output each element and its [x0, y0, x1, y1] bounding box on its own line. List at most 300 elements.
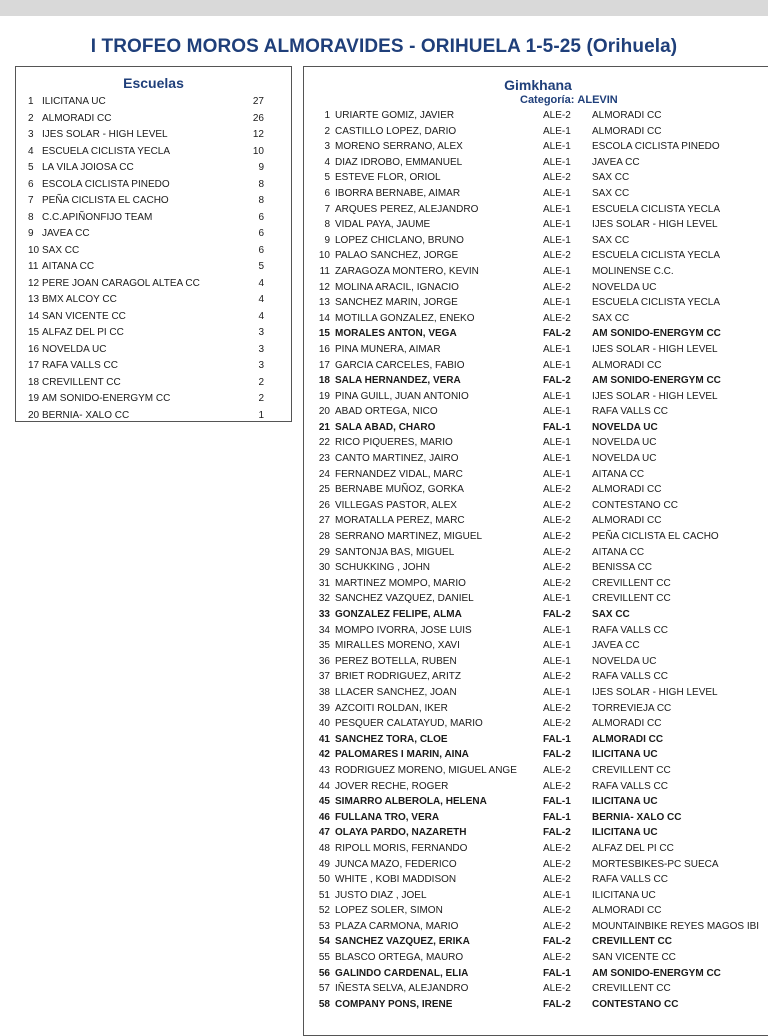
rider-club: IJES SOLAR - HIGH LEVEL — [592, 686, 718, 698]
result-position: 9 — [324, 234, 330, 246]
rider-category: ALE-1 — [543, 468, 571, 480]
result-row — [304, 591, 768, 607]
result-row — [304, 638, 768, 654]
rider-club: SAX CC — [592, 187, 630, 199]
result-row — [304, 716, 768, 732]
rider-club: CREVILLENT CC — [592, 764, 671, 776]
rider-category: ALE-1 — [543, 359, 571, 371]
rider-club: NOVELDA UC — [592, 655, 657, 667]
school-points: 8 — [258, 195, 264, 206]
rider-name: PALOMARES I MARIN, AINA — [335, 749, 469, 761]
school-name: IJES SOLAR - HIGH LEVEL — [42, 129, 168, 140]
result-position: 16 — [318, 343, 330, 355]
result-position: 44 — [318, 780, 330, 792]
rider-club: RAFA VALLS CC — [592, 780, 668, 792]
result-row — [304, 420, 768, 436]
school-row — [16, 325, 291, 342]
rider-name: MOTILLA GONZALEZ, ENEKO — [335, 312, 475, 324]
rider-category: FAL-1 — [543, 421, 571, 433]
school-points: 10 — [252, 145, 264, 157]
rider-club: ALMORADI CC — [592, 718, 662, 730]
rider-category: ALE-1 — [543, 125, 571, 137]
rider-name: MOMPO IVORRA, JOSE LUIS — [335, 624, 472, 636]
result-position: 53 — [318, 920, 330, 932]
rider-club: RAFA VALLS CC — [592, 624, 668, 636]
result-row — [304, 139, 768, 155]
result-position: 32 — [318, 593, 330, 605]
rider-category: ALE-1 — [543, 406, 571, 418]
rider-club: SAN VICENTE CC — [592, 952, 676, 964]
school-row — [16, 144, 291, 161]
school-name: ESCUELA CICLISTA YECLA — [42, 145, 171, 157]
school-position: 7 — [28, 195, 34, 206]
school-points: 6 — [258, 244, 264, 256]
rider-name: LLACER SANCHEZ, JOAN — [335, 686, 457, 698]
rider-name: SALA ABAD, CHARO — [335, 421, 436, 433]
result-position: 41 — [318, 733, 330, 745]
rider-name: OLAYA PARDO, NAZARETH — [335, 827, 467, 839]
rider-name: GARCIA CARCELES, FABIO — [335, 359, 465, 371]
rider-club: SAX CC — [592, 172, 630, 184]
rider-club: SAX CC — [592, 234, 630, 246]
rider-name: ABAD ORTEGA, NICO — [335, 406, 438, 418]
rider-category: ALE-1 — [543, 655, 571, 667]
school-position: 3 — [28, 129, 34, 140]
rider-category: ALE-1 — [543, 265, 571, 277]
rider-club: SAX CC — [592, 609, 630, 620]
result-position: 14 — [318, 312, 330, 324]
category-label: Categoría: — [520, 94, 575, 106]
school-points: 27 — [252, 96, 264, 107]
rider-name: PEREZ BOTELLA, RUBEN — [335, 655, 457, 667]
rider-category: ALE-1 — [543, 297, 571, 309]
result-position: 11 — [319, 265, 330, 277]
result-row — [304, 233, 768, 249]
rider-name: WHITE , KOBI MADDISON — [335, 874, 457, 886]
category-line — [520, 94, 768, 106]
gimkhana-panel — [303, 66, 768, 1036]
school-points: 1 — [258, 409, 264, 421]
result-row — [304, 732, 768, 748]
result-position: 54 — [318, 936, 330, 948]
rider-name: AZCOITI ROLDAN, IKER — [335, 702, 448, 714]
result-row — [304, 124, 768, 140]
rider-category: FAL-1 — [543, 967, 571, 979]
school-name: LA VILA JOIOSA CC — [42, 162, 134, 173]
result-row — [304, 576, 768, 592]
rider-category: ALE-2 — [543, 312, 571, 324]
result-position: 45 — [318, 796, 330, 808]
rider-name: CANTO MARTINEZ, JAIRO — [335, 453, 459, 465]
result-row — [304, 529, 768, 545]
rider-club: ALMORADI CC — [592, 733, 664, 745]
school-points: 5 — [258, 261, 264, 272]
result-position: 30 — [318, 562, 330, 574]
rider-club: ESCUELA CICLISTA YECLA — [592, 250, 721, 262]
rider-name: SANCHEZ VAZQUEZ, ERIKA — [335, 936, 470, 948]
rider-club: ILICITANA UC — [592, 889, 656, 901]
school-name: NOVELDA UC — [42, 343, 107, 355]
rider-club: MOLINENSE C.C. — [592, 265, 674, 277]
result-position: 49 — [318, 858, 330, 870]
result-position: 3 — [324, 141, 330, 153]
rider-category: ALE-2 — [543, 764, 571, 776]
rider-category: FAL-2 — [543, 328, 571, 340]
rider-name: JUNCA MAZO, FEDERICO — [335, 858, 457, 870]
rider-club: ALMORADI CC — [592, 905, 662, 917]
school-position: 5 — [28, 162, 34, 173]
rider-club: ESCUELA CICLISTA YECLA — [592, 203, 721, 215]
rider-category: ALE-2 — [543, 983, 571, 995]
rider-club: PEÑA CICLISTA EL CACHO — [592, 531, 719, 543]
result-row — [304, 217, 768, 233]
result-row — [304, 701, 768, 717]
rider-club: MORTESBIKES-PC SUECA — [592, 858, 719, 870]
rider-name: IÑESTA SELVA, ALEJANDRO — [335, 983, 469, 995]
school-row — [16, 193, 291, 210]
school-points: 6 — [258, 211, 264, 223]
rider-name: PALAO SANCHEZ, JORGE — [335, 250, 459, 262]
result-position: 35 — [318, 640, 330, 652]
result-row — [304, 857, 768, 873]
result-position: 10 — [318, 250, 330, 262]
rider-club: CREVILLENT CC — [592, 983, 671, 995]
rider-club: AM SONIDO-ENERGYM CC — [592, 328, 721, 340]
rider-club: IJES SOLAR - HIGH LEVEL — [592, 343, 718, 355]
result-row — [304, 560, 768, 576]
schools-panel — [15, 66, 292, 422]
result-position: 39 — [318, 702, 330, 714]
rider-club: BERNIA- XALO CC — [592, 811, 682, 823]
result-row — [304, 623, 768, 639]
rider-club: NOVELDA UC — [592, 281, 657, 293]
result-position: 38 — [318, 686, 330, 698]
rider-name: SANCHEZ MARIN, JORGE — [335, 297, 458, 309]
result-row — [304, 186, 768, 202]
result-position: 1 — [324, 110, 330, 121]
result-position: 6 — [324, 187, 330, 199]
results-list — [304, 108, 768, 1012]
schools-heading: Escuelas — [123, 75, 184, 91]
rider-category: ALE-2 — [543, 905, 571, 917]
rider-name: PINA MUNERA, AIMAR — [335, 343, 441, 355]
rider-category: ALE-2 — [543, 952, 571, 964]
rider-name: BRIET RODRIGUEZ, ARITZ — [335, 671, 461, 683]
rider-name: RIPOLL MORIS, FERNANDO — [335, 842, 468, 854]
rider-category: ALE-2 — [543, 577, 571, 589]
school-points: 4 — [258, 277, 264, 289]
result-position: 23 — [318, 453, 330, 465]
rider-club: TORREVIEJA CC — [592, 702, 672, 714]
school-position: 16 — [28, 343, 40, 355]
rider-name: RICO PIQUERES, MARIO — [335, 437, 453, 449]
rider-name: MARTINEZ MOMPO, MARIO — [335, 577, 466, 589]
result-row — [304, 311, 768, 327]
school-name: PEÑA CICLISTA EL CACHO — [42, 195, 169, 206]
result-row — [304, 358, 768, 374]
school-name: BMX ALCOY CC — [42, 294, 117, 305]
rider-club: IJES SOLAR - HIGH LEVEL — [592, 390, 718, 402]
result-position: 12 — [318, 281, 330, 293]
result-row — [304, 264, 768, 280]
result-row — [304, 825, 768, 841]
result-row — [304, 669, 768, 685]
result-position: 29 — [318, 546, 330, 558]
result-row — [304, 435, 768, 451]
school-row — [16, 276, 291, 293]
rider-club: NOVELDA UC — [592, 421, 658, 433]
school-name: ALMORADI CC — [42, 112, 112, 124]
result-position: 20 — [318, 406, 330, 418]
page-title: I TROFEO MOROS ALMORAVIDES - ORIHUELA 1-5-25 (Orihuela) — [90, 36, 678, 57]
rider-category: ALE-1 — [543, 437, 571, 449]
result-position: 18 — [318, 375, 330, 387]
rider-name: PESQUER CALATAYUD, MARIO — [335, 718, 483, 730]
result-position: 56 — [318, 967, 330, 979]
schools-list — [16, 94, 291, 424]
result-position: 46 — [318, 811, 330, 823]
result-position: 58 — [318, 998, 330, 1010]
school-row — [16, 127, 291, 144]
result-row — [304, 888, 768, 904]
rider-club: ESCUELA CICLISTA YECLA — [592, 297, 721, 309]
rider-name: DIAZ IDROBO, EMMANUEL — [335, 156, 463, 168]
rider-category: ALE-2 — [543, 546, 571, 558]
school-name: SAN VICENTE CC — [42, 310, 126, 322]
rider-category: ALE-2 — [543, 281, 571, 293]
rider-club: ALMORADI CC — [592, 359, 662, 371]
result-row — [304, 981, 768, 997]
rider-name: SIMARRO ALBEROLA, HELENA — [335, 796, 487, 808]
school-name: AITANA CC — [42, 261, 95, 272]
result-position: 36 — [318, 655, 330, 667]
school-row — [16, 292, 291, 309]
result-position: 34 — [318, 624, 330, 636]
result-position: 37 — [318, 671, 330, 683]
rider-club: CREVILLENT CC — [592, 936, 672, 948]
school-position: 19 — [28, 393, 40, 404]
result-row — [304, 810, 768, 826]
rider-name: VIDAL PAYA, JAUME — [335, 219, 431, 231]
school-name: RAFA VALLS CC — [42, 360, 118, 371]
category-value: ALEVIN — [577, 94, 618, 106]
rider-club: AM SONIDO-ENERGYM CC — [592, 967, 721, 979]
rider-club: CONTESTANO CC — [592, 499, 678, 511]
result-row — [304, 498, 768, 514]
school-row — [16, 375, 291, 392]
school-row — [16, 259, 291, 276]
rider-name: SCHUKKING , JOHN — [335, 562, 431, 574]
rider-club: ILICITANA UC — [592, 749, 658, 761]
result-position: 47 — [318, 827, 330, 839]
rider-category: ALE-1 — [543, 686, 571, 698]
rider-club: NOVELDA UC — [592, 437, 657, 449]
result-position: 7 — [324, 203, 330, 215]
rider-club: NOVELDA UC — [592, 453, 657, 465]
rider-name: PINA GUILL, JUAN ANTONIO — [335, 390, 469, 402]
rider-club: ALMORADI CC — [592, 110, 662, 121]
rider-name: SALA HERNANDEZ, VERA — [335, 375, 461, 387]
result-position: 19 — [318, 390, 330, 402]
rider-category: FAL-2 — [543, 998, 571, 1010]
result-row — [304, 482, 768, 498]
school-position: 8 — [28, 211, 34, 223]
school-name: ALFAZ DEL PI CC — [42, 327, 124, 338]
school-points: 3 — [258, 327, 264, 338]
result-row — [304, 155, 768, 171]
result-row — [304, 685, 768, 701]
school-position: 4 — [28, 145, 34, 157]
rider-name: MOLINA ARACIL, IGNACIO — [335, 281, 459, 293]
rider-category: FAL-1 — [543, 811, 571, 823]
school-row — [16, 111, 291, 128]
rider-category: ALE-2 — [543, 499, 571, 511]
school-position: 9 — [28, 228, 34, 239]
rider-club: RAFA VALLS CC — [592, 671, 668, 683]
rider-category: ALE-1 — [543, 889, 571, 901]
rider-category: ALE-2 — [543, 531, 571, 543]
school-row — [16, 243, 291, 260]
rider-name: BLASCO ORTEGA, MAURO — [335, 952, 464, 964]
school-points: 4 — [258, 310, 264, 322]
result-position: 5 — [324, 172, 330, 184]
result-row — [304, 202, 768, 218]
result-position: 28 — [318, 531, 330, 543]
rider-category: ALE-2 — [543, 562, 571, 574]
rider-club: ALFAZ DEL PI CC — [592, 842, 674, 854]
school-row — [16, 160, 291, 177]
school-position: 1 — [28, 96, 34, 107]
rider-category: FAL-2 — [543, 375, 571, 387]
school-points: 8 — [258, 178, 264, 190]
rider-category: ALE-2 — [543, 920, 571, 932]
rider-category: ALE-2 — [543, 858, 571, 870]
school-points: 2 — [258, 376, 264, 388]
result-position: 42 — [318, 749, 330, 761]
rider-category: ALE-2 — [543, 484, 571, 496]
result-row — [304, 794, 768, 810]
rider-name: LOPEZ CHICLANO, BRUNO — [335, 234, 464, 246]
rider-club: ILICITANA UC — [592, 827, 658, 839]
rider-club: AITANA CC — [592, 468, 645, 480]
result-row — [304, 389, 768, 405]
result-position: 2 — [324, 125, 330, 137]
rider-category: ALE-2 — [543, 515, 571, 527]
rider-name: MIRALLES MORENO, XAVI — [335, 640, 460, 652]
result-row — [304, 342, 768, 358]
rider-name: JOVER RECHE, ROGER — [335, 780, 449, 792]
result-row — [304, 545, 768, 561]
school-position: 20 — [28, 409, 40, 421]
rider-category: ALE-1 — [543, 390, 571, 402]
result-position: 51 — [318, 889, 330, 901]
rider-name: FULLANA TRO, VERA — [335, 811, 440, 823]
rider-category: FAL-1 — [543, 733, 571, 745]
school-name: AM SONIDO-ENERGYM CC — [42, 393, 171, 404]
rider-club: AITANA CC — [592, 546, 645, 558]
rider-category: ALE-2 — [543, 718, 571, 730]
rider-name: CASTILLO LOPEZ, DARIO — [335, 125, 457, 137]
rider-club: ALMORADI CC — [592, 515, 662, 527]
result-row — [304, 467, 768, 483]
school-row — [16, 226, 291, 243]
rider-category: ALE-1 — [543, 234, 571, 246]
rider-club: CREVILLENT CC — [592, 577, 671, 589]
rider-category: ALE-2 — [543, 842, 571, 854]
rider-name: SANCHEZ VAZQUEZ, DANIEL — [335, 593, 474, 605]
result-position: 27 — [318, 515, 330, 527]
rider-club: ALMORADI CC — [592, 484, 662, 496]
rider-name: GALINDO CARDENAL, ELIA — [335, 967, 469, 979]
rider-category: FAL-2 — [543, 749, 571, 761]
result-position: 57 — [318, 983, 330, 995]
rider-category: FAL-2 — [543, 936, 571, 948]
result-row — [304, 841, 768, 857]
rider-name: SERRANO MARTINEZ, MIGUEL — [335, 531, 483, 543]
result-position: 52 — [318, 905, 330, 917]
rider-club: JAVEA CC — [592, 156, 640, 168]
rider-category: FAL-1 — [543, 796, 571, 808]
rider-category: FAL-2 — [543, 827, 571, 839]
result-position: 8 — [324, 219, 330, 231]
rider-club: CREVILLENT CC — [592, 593, 671, 605]
school-points: 3 — [258, 343, 264, 355]
rider-club: BENISSA CC — [592, 562, 653, 574]
rider-name: GONZALEZ FELIPE, ALMA — [335, 609, 462, 620]
school-row — [16, 309, 291, 326]
school-position: 13 — [28, 294, 40, 305]
school-position: 12 — [28, 277, 40, 289]
rider-club: RAFA VALLS CC — [592, 874, 668, 886]
rider-name: URIARTE GOMIZ, JAVIER — [335, 110, 455, 121]
rider-category: ALE-1 — [543, 343, 571, 355]
rider-category: ALE-1 — [543, 156, 571, 168]
result-position: 22 — [318, 437, 330, 449]
rider-name: ESTEVE FLOR, ORIOL — [335, 172, 441, 184]
school-name: ILICITANA UC — [42, 96, 106, 107]
rider-name: ARQUES PEREZ, ALEJANDRO — [335, 203, 479, 215]
rider-name: SANCHEZ TORA, CLOE — [335, 733, 448, 745]
school-position: 15 — [28, 327, 40, 338]
school-row — [16, 408, 291, 425]
school-points: 3 — [258, 360, 264, 371]
result-position: 55 — [318, 952, 330, 964]
rider-category: ALE-1 — [543, 219, 571, 231]
school-points: 12 — [252, 129, 264, 140]
result-row — [304, 248, 768, 264]
school-row — [16, 94, 291, 111]
rider-club: CONTESTANO CC — [592, 998, 679, 1010]
rider-club: ILICITANA UC — [592, 796, 658, 808]
school-position: 18 — [28, 376, 40, 388]
rider-name: VILLEGAS PASTOR, ALEX — [335, 499, 457, 511]
result-row — [304, 108, 768, 124]
school-position: 2 — [28, 112, 34, 124]
rider-name: IBORRA BERNABE, AIMAR — [335, 187, 461, 199]
rider-name: ZARAGOZA MONTERO, KEVIN — [335, 265, 479, 277]
school-name: BERNIA- XALO CC — [42, 409, 130, 421]
school-points: 4 — [258, 294, 264, 305]
result-position: 40 — [318, 718, 330, 730]
result-row — [304, 903, 768, 919]
result-position: 26 — [318, 499, 330, 511]
school-row — [16, 342, 291, 359]
result-position: 25 — [318, 484, 330, 496]
rider-category: ALE-2 — [543, 172, 571, 184]
result-row — [304, 513, 768, 529]
result-position: 4 — [324, 156, 330, 168]
school-name: PERE JOAN CARAGOL ALTEA CC — [42, 277, 200, 289]
